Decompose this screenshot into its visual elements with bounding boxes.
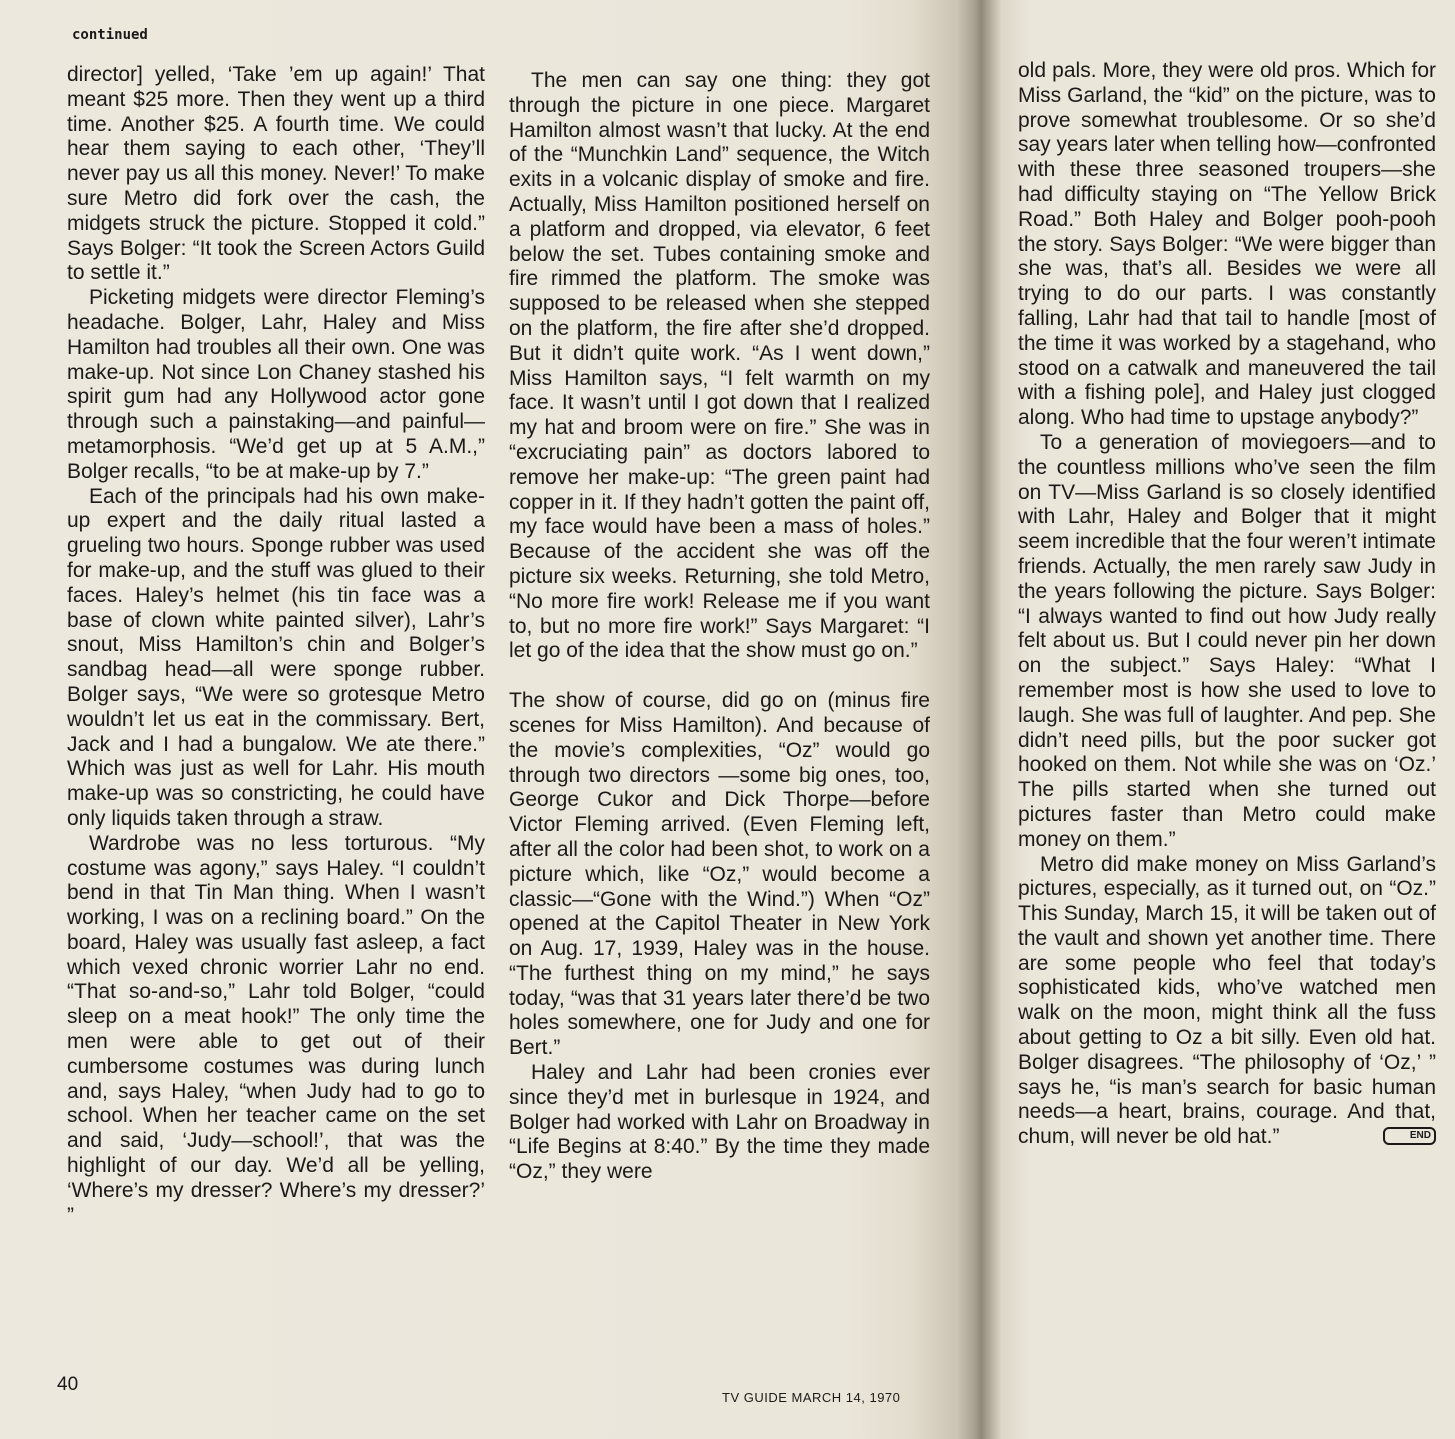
publication-footer: TV GUIDE MARCH 14, 1970: [722, 1390, 901, 1405]
paragraph: old pals. More, they were old pros. Which for Miss Garland, the “kid” on the picture, was to prove somewhat troublesome. Or so she’d say years later when telling how—confronted with these three seasoned troupers—she had difficulty staying on “The Yellow Brick Road.” Both Haley and Bolger pooh-pooh the story. Says Bolger: “We were bigger than she was, that’s all. Besides we were all trying to do our parts. I was constantly falling, Lahr had that tail to handle [most of the time it was worked by a stagehand, who stood on a catwalk and maneuvered the tail with a fishing pole], and Haley just clogged along. Who had time to upstage anybody?”: [1018, 59, 1436, 430]
continued-label: continued: [72, 27, 148, 43]
paragraph: director] yelled, ‘Take ’em up again!’ That meant $25 more. Then they went up a third time. Another $25. A fourth time. We could hear them saying to each other, ‘They’ll never pay us all this money. Never!’ To make sure Metro did fork over the cash, the midgets struck the picture. Stopped it cold.” Says Bolger: “It took the Screen Actors Guild to settle it.”: [67, 63, 485, 285]
page-number: 40: [57, 1374, 79, 1395]
paragraph: Wardrobe was no less torturous. “My costume was agony,” says Haley. “I couldn’t bend in that Tin Man thing. When I wasn’t working, I was on a reclining board.” On the board, Haley was usually fast asleep, a fact which vexed chronic worrier Lahr no end. “That so-and-so,” Lahr told Bolger, “could sleep on a meat hook!” The only time the men were able to get out of their cumbersome costumes was during lunch and, says Haley, “when Judy had to go to school. When her teacher came on the set and said, ‘Judy—school!’, that was the highlight of our day. We’d all be yelling, ‘Where’s my dresser? Where’s my dresser?’ ”: [67, 831, 485, 1227]
paragraph: Picketing midgets were director Fleming’s headache. Bolger, Lahr, Haley and Miss Hamilton had troubles all their own. One was make-up. Not since Lon Chaney stashed his spirit gum had any Hollywood actor gone through such a painstaking—and painful—metamorphosis. “We’d get up at 5 A.M.,” Bolger recalls, “to be at make-up by 7.”: [67, 286, 485, 483]
paragraph: [1018, 853, 1436, 1151]
paragraph: Each of the principals had his own make-up expert and the daily ritual lasted a grueling two hours. Sponge rubber was used for make-up, and the stuff was glued to their faces. Haley’s helmet (his tin face was a base of clown white painted silver), Lahr’s snout, Miss Hamilton’s chin and Bolger’s sandbag head—all were sponge rubber. Bolger says, “We were so grotesque Metro wouldn’t let us eat in the commissary. Bert, Jack and I had a bungalow. We ate there.” Which was just as well for Lahr. His mouth make-up was so constricting, he could have only liquids taken through a straw.: [67, 484, 485, 830]
paragraph: The men can say one thing: they got through the picture in one piece. Margaret Hamilton almost wasn’t that lucky. At the end of the “Munchkin Land” sequence, the Witch exits in a volcanic display of smoke and fire. Actually, Miss Hamilton positioned herself on a platform and dropped, via elevator, 6 feet below the set. Tubes containing smoke and fire rimmed the platform. The smoke was supposed to be released when she stepped on the platform, the fire after she’d dropped. But it didn’t quite work. “As I went down,” Miss Hamilton says, “I felt warmth on my face. It wasn’t until I got down that I realized my hat and broom were on fire.” She was in “excruciating pain” as doctors labored to remove her make-up: “The green paint had copper in it. If they hadn’t gotten the paint off, my face would have been a mass of holes.” Because of the accident she was off the picture six weeks. Returning, she told Metro, “No more fire work! Release me if you want to, but no more fire work!” Says Margaret: “I let go of the idea that the show must go on.”: [509, 69, 930, 663]
article-column-3: [1018, 59, 1436, 1150]
paragraph: To a generation of moviegoers—and to the countless millions who’ve seen the film on TV—Miss Garland is so closely identified with Lahr, Haley and Bolger that it might seem incredible that the four weren’t intimate friends. Actually, the men rarely saw Judy in the years following the picture. Says Bolger: “I always wanted to find out how Judy really felt about us. But I could never pin her down on the subject.” Says Haley: “What I remember most is how she used to love to laugh. She was full of laughter. And pep. She didn’t need pills, but the poor sucker got hooked on them. Not while she was on ‘Oz.’ The pills started when she turned out pictures faster than Metro could make money on them.”: [1018, 430, 1436, 851]
article-column-1: [67, 63, 485, 1228]
end-mark-icon: END: [1383, 1127, 1436, 1145]
paragraph-text: Metro did make money on Miss Garland’s pictures, especially, as it turned out, on “Oz.” This Sunday, March 15, it will be taken out of the vault and shown yet another time. There are some people who feel that today’s sophisticated kids, who’ve watched men walk on the moon, might think all the fuss about getting to Oz a bit silly. Even old hat. Bolger disagrees. “The philosophy of ‘Oz,’ ” says he, “is man’s search for basic human needs—a heart, brains, courage. And that, chum, will never be old hat.”: [1018, 852, 1436, 1149]
paragraph: The show of course, did go on (minus fire scenes for Miss Hamilton). And because of the movie’s complexities, “Oz” would go through two directors —some big ones, too, George Cukor and Dick Thorpe—before Victor Fleming arrived. (Even Fleming left, after all the color had been shot, to work on a picture which, like “Oz,” would become a classic—“Gone with the Wind.”) When “Oz” opened at the Capitol Theater in New York on Aug. 17, 1939, Haley was in the house. “The furthest thing on my mind,” he says today, “was that 31 years later there’d be two holes somewhere, one for Judy and one for Bert.”: [509, 689, 930, 1060]
page-gutter: [955, 0, 1003, 1439]
paragraph: Haley and Lahr had been cronies ever since they’d met in burlesque in 1924, and Bolger had worked with Lahr on Broadway in “Life Begins at 8:40.” By the time they made “Oz,” they were: [509, 1061, 930, 1184]
article-column-2: [509, 69, 930, 1185]
